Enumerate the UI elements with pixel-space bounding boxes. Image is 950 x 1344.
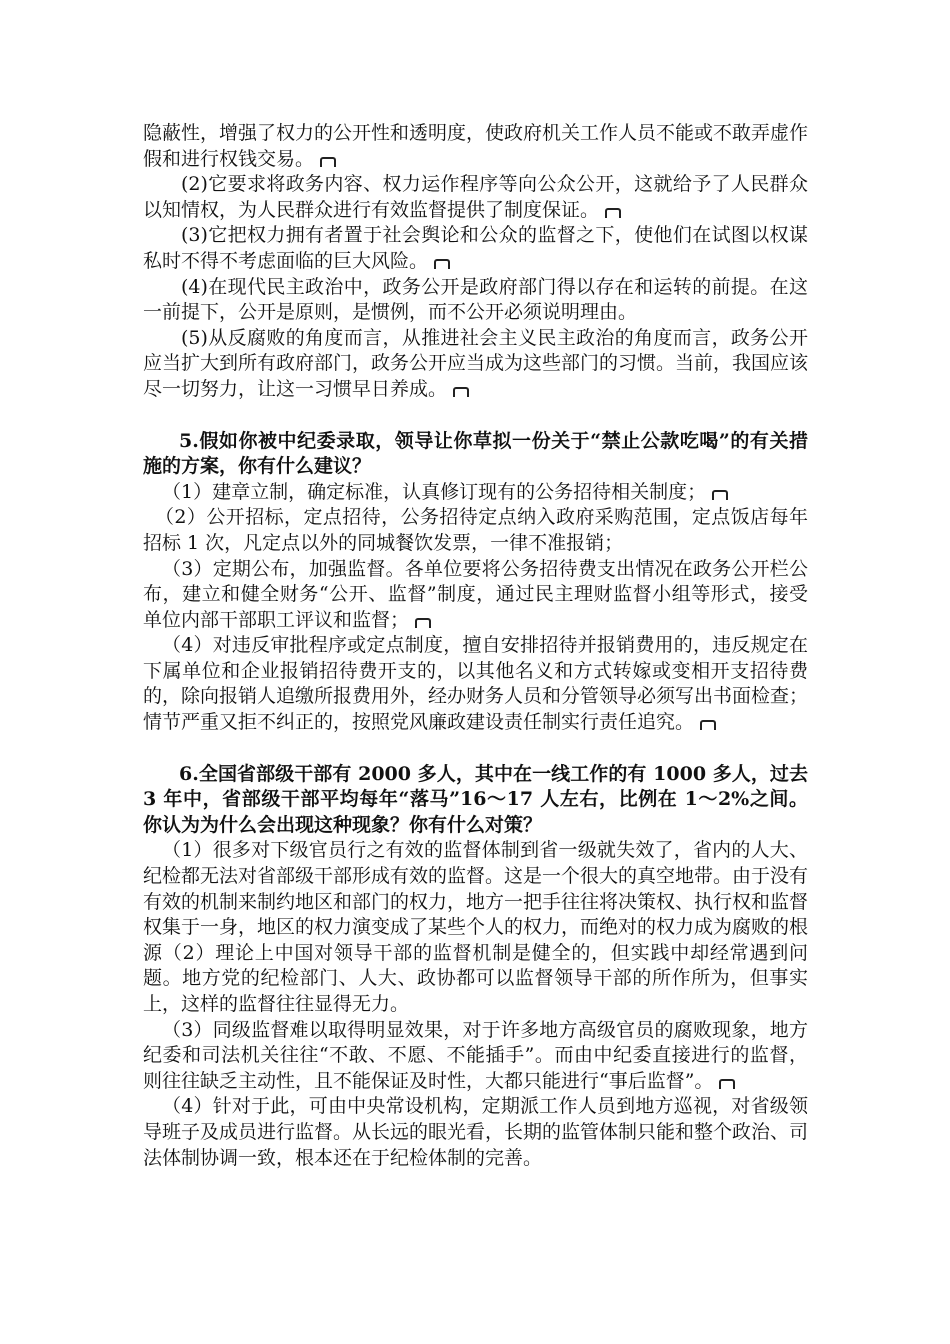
paragraph-mark-icon [719, 1079, 735, 1089]
paragraph: （1）建章立制，确定标准，认真修订现有的公务招待相关制度； [143, 480, 808, 506]
paragraph-mark-icon [605, 208, 621, 218]
spacer [143, 403, 808, 429]
paragraph: （4）针对于此，可由中央常设机构，定期派工作人员到地方巡视，对省级领导班子及成员进行监督。从长远的眼光看，长期的监管体制只能和整个政治、司法体制协调一致，根本还在于纪检体制的完善。 [143, 1095, 809, 1169]
spacer [143, 736, 808, 762]
paragraph: (4)在现代民主政治中，政务公开是政府部门得以存在和运转的前提。在这一前提下，公开是原则，是惯例，而不公开必须说明理由。 [143, 275, 808, 324]
paragraph: （1）很多对下级官员行之有效的监督体制到省一级就失效了，省内的人大、纪检都无法对省部级干部形成有效的监督。这是一个很大的真空地带。由于没有有效的机制来制约地区和部门的权力，地方一把手往往将决策权、执行权和监督权集于一身，地区的权力演变成了某些个人的权力，而绝对的权力成为腐败的根源（2）理论上中国对领导干部的监督机制是健全的，但实践中却经常遇到问题。地方党的纪检部门、人大、政协都可以监督领导干部的所作所为，但事实上，这样的监督往往显得无力。 [143, 839, 809, 1015]
paragraph-mark-icon [434, 259, 450, 269]
paragraph: (3)它把权力拥有者置于社会舆论和公众的监督之下，使他们在试图以权谋私时不得不考虑面临的巨大风险。 [143, 224, 808, 272]
document-page [143, 121, 808, 1171]
paragraph: （2）公开招标，定点招待，公务招待定点纳入政府采购范围，定点饭店每年招标 1 次，凡定点以外的同城餐饮发票，一律不准报销； [143, 506, 808, 554]
paragraph: (2)它要求将政务内容、权力运作程序等向公众公开，这就给予了人民群众以知情权，为人民群众进行有效监督提供了制度保证。 [143, 173, 808, 221]
paragraph: （3）同级监督难以取得明显效果，对于许多地方高级官员的腐败现象，地方纪委和司法机关往往“不敢、不愿、不能插手”。而由中纪委直接进行的监督，则往往缺乏主动性，且不能保证及时性，大都只能进行“事后监督”。 [143, 1018, 808, 1092]
paragraph: （4）对违反审批程序或定点制度，擅自安排招待并报销费用的，违反规定在下属单位和企业报销招待费开支的，以其他名义和方式转嫁或变相开支招待费的，除向报销人追缴所报费用外，经办财务人员和分管领导必须写出书面检查；情节严重又拒不纠正的，按照党风廉政建设责任制实行责任追究。 [143, 634, 809, 734]
question-5-title: 5.假如你被中纪委录取，领导让你草拟一份关于“禁止公款吃喝”的有关措施的方案，你有什么建议？ [143, 429, 808, 478]
paragraph-mark-icon [320, 157, 336, 167]
paragraph: （3）定期公布，加强监督。各单位要将公务招待费支出情况在政务公开栏公布，建立和健全财务“公开、监督”制度，通过民主理财监督小组等形式，接受单位内部干部职工评议和监督； [143, 557, 808, 631]
paragraph: (5)从反腐败的角度而言，从推进社会主义民主政治的角度而言，政务公开应当扩大到所有政府部门，政务公开应当成为这些部门的习惯。当前，我国应该尽一切努力，让这一习惯早日养成。 [143, 326, 809, 400]
question-6-title: 6.全国省部级干部有 2000 多人，其中在一线工作的有 1000 多人，过去 3 年中，省部级干部平均每年“落马”16～17 人左右，比例在 1～2%之间。你认为为什么会出现这种现象？你有什么对策？ [143, 762, 808, 836]
paragraph-mark-icon [453, 387, 469, 397]
paragraph-mark-icon [700, 720, 716, 730]
paragraph-mark-icon [415, 618, 431, 628]
paragraph: 隐蔽性，增强了权力的公开性和透明度，使政府机关工作人员不能或不敢弄虚作假和进行权钱交易。 [143, 122, 809, 170]
paragraph-mark-icon [712, 490, 728, 500]
